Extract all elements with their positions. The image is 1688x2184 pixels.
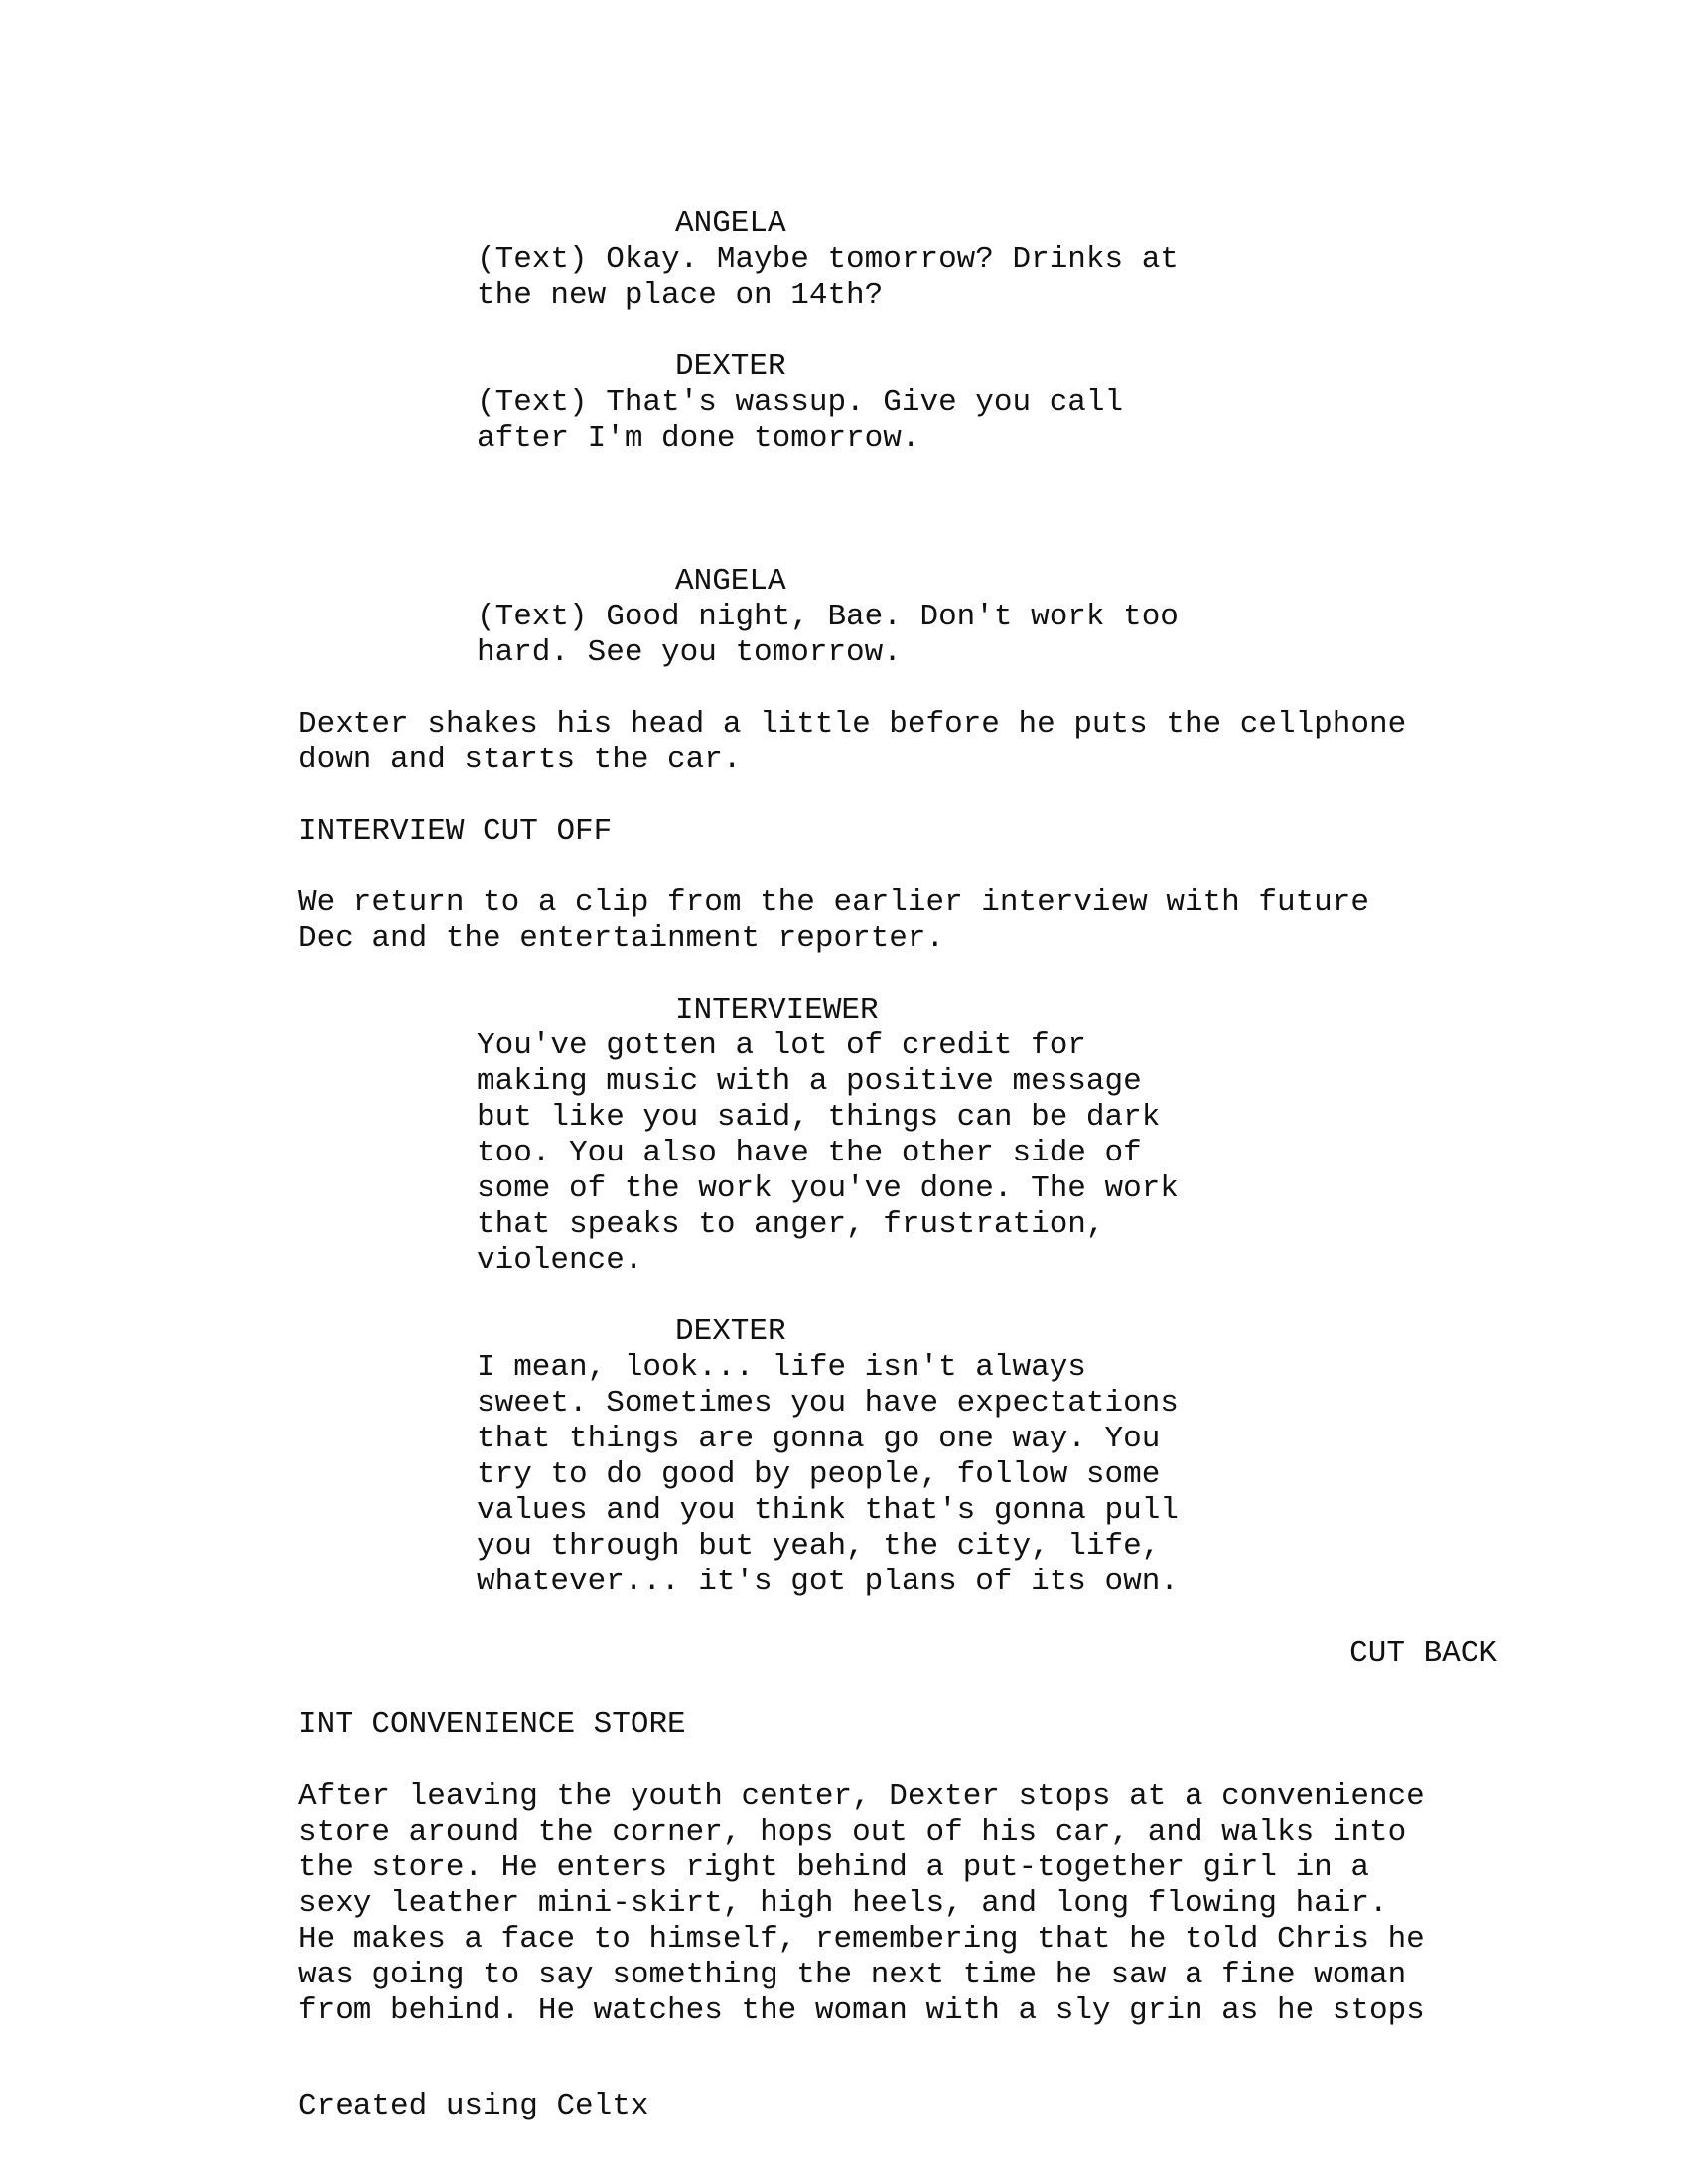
scene-heading: INT CONVENIENCE STORE <box>298 1707 686 1742</box>
transition: CUT BACK <box>1349 1636 1497 1671</box>
footer-credit: Created using Celtx <box>298 2089 649 2123</box>
character-name: INTERVIEWER <box>675 993 879 1027</box>
dialogue: (Text) That's wassup. Give you call after I'm done tomorrow. <box>477 385 1124 456</box>
character-name: ANGELA <box>675 564 786 599</box>
dialogue: You've gotten a lot of credit for making music with a positive message but like you said, things can be dark too. You also have the other side of some of the work you've done. The work that speaks to anger, frustration, violence. <box>477 1028 1179 1278</box>
action-line: We return to a clip from the earlier interview with future Dec and the entertainment reporter. <box>298 886 1369 956</box>
character-name: DEXTER <box>675 1314 786 1349</box>
character-name: DEXTER <box>675 349 786 384</box>
action-line: Dexter shakes his head a little before he puts the cellphone down and starts the car. <box>298 707 1407 777</box>
dialogue: (Text) Good night, Bae. Don't work too hard. See you tomorrow. <box>477 600 1179 670</box>
dialogue: I mean, look... life isn't always sweet. Sometimes you have expectations that things are gonna go one way. You try to do good by people, follow some values and you think that's gonna pull you through but yeah, the city, life, whatever... it's got plans of its own. <box>477 1350 1179 1599</box>
action-line: INTERVIEW CUT OFF <box>298 814 613 849</box>
character-name: ANGELA <box>675 206 786 241</box>
dialogue: (Text) Okay. Maybe tomorrow? Drinks at the new place on 14th? <box>477 242 1179 313</box>
action-line: After leaving the youth center, Dexter stops at a convenience store around the corner, hops out of his car, and walks into the store. He enters right behind a put-together girl in a sexy leather mini-skirt, high heels, and long flowing hair. He makes a face to himself, remembering that he told Chris he was going to say something the next time he saw a fine woman from behind. He watches the woman with a sly grin as he stops <box>298 1779 1425 2028</box>
